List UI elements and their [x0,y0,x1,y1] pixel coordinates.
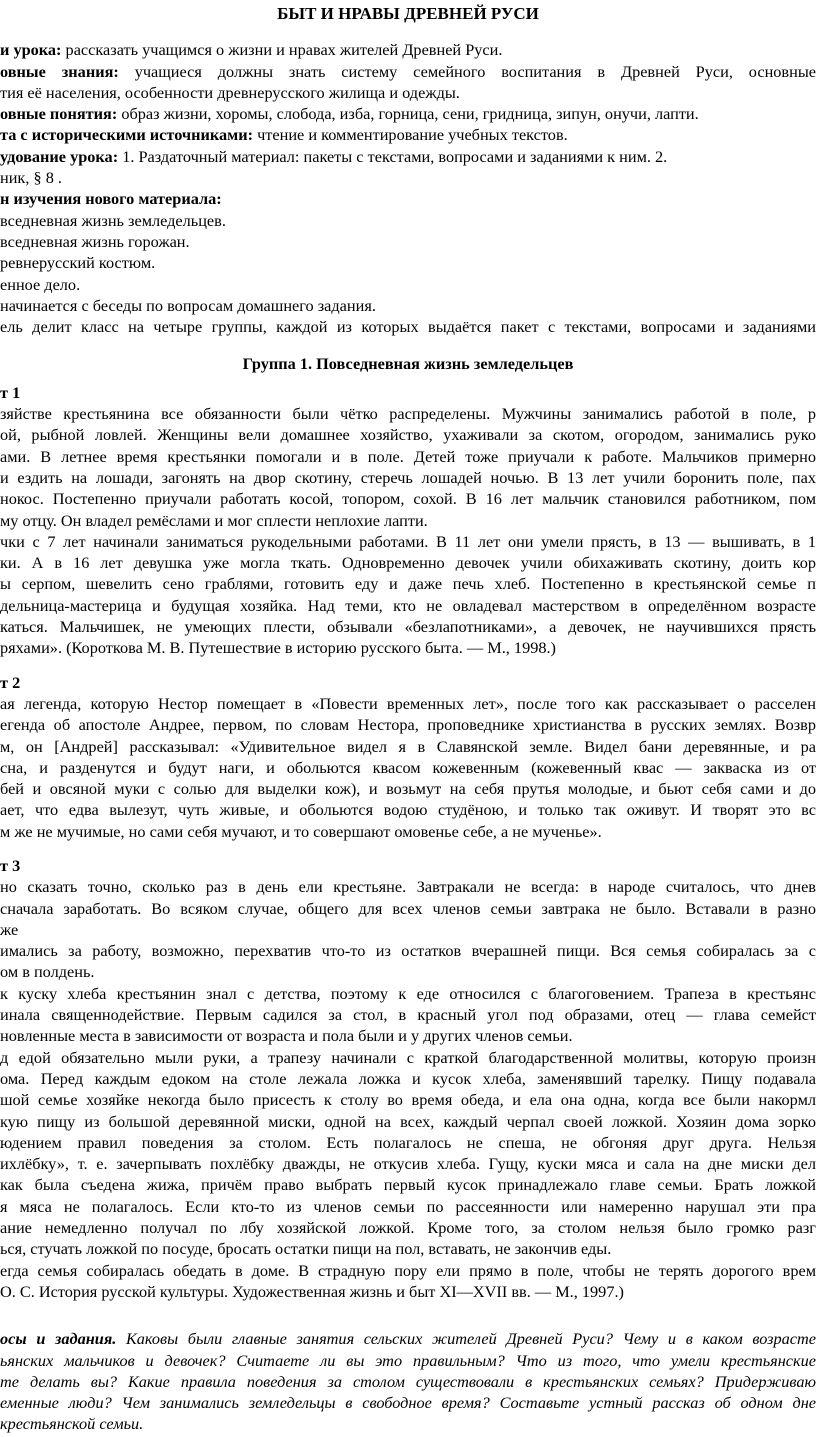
citation-history [0,1281,816,1302]
text-3-heading [0,855,816,876]
text-segment: нокос. Постепенно приучали работать косой, топором, сохой. В 16 лет мальчик становился работником, пом [0,489,816,509]
text-segment: ки. А в 16 лет девушка уже могла ткать. Одновременно девочек учили обихаживать скотину, доить кор [0,553,816,573]
text-line [0,573,816,594]
text-segment: и ездить на лошади, загонять на двор скотину, стеречь лошадей ночью. В 13 лет учили боронить поле, пах [0,467,816,487]
text-line [0,961,816,982]
text-2-heading [0,672,816,693]
text-segment: Каковы были главные занятия сельских жителей Древней Руси? Чему и в каком возрасте [116,1329,816,1349]
text-segment: енное дело. [0,274,81,294]
text-segment: как была съедена жижа, причём право выбрать первый кусок принадлежало главе семьи. Брать ложкой [0,1175,816,1195]
text-line [0,1068,816,1089]
text-segment: инала священнодействие. Первым садился за стол, в красный угол под образами, отец — глава семейст [0,1005,816,1025]
text-line [0,446,816,467]
text-segment: к куску хлеба крестьянин знал с детства, поэтому к еде относился с благоговением. Трапеза в крестьянс [0,983,816,1003]
text-line [0,403,816,424]
text-line [0,1392,816,1413]
text-segment: т 1 [0,382,21,402]
lesson-plan-heading [0,188,816,209]
text-line [0,316,816,337]
text-line [0,167,816,188]
text-segment: начинается с беседы по вопросам домашнего задания. [0,295,376,315]
text-line [0,1111,816,1132]
text-segment: овные понятия: [0,104,118,124]
text-segment: овные знания: [0,61,119,81]
text-segment: тия её населения, особенности древнерусского жилища и одежды. [0,82,460,102]
text-segment: зяйстве крестьянина все обязанности были чётко распределены. Мужчины занимались работой в поле, р [0,404,816,424]
text-line [0,1047,816,1068]
text-line [0,531,816,552]
text-line [0,510,816,531]
text-line [0,1260,816,1281]
text-line [0,1089,816,1110]
text-line [0,693,816,714]
text-segment: удование урока: [0,146,119,166]
text-segment: вседневная жизнь земледельцев. [0,210,226,230]
text-1-heading [0,382,816,403]
text-line [0,799,816,820]
text-line [0,1196,816,1217]
text-segment: н изучения нового материала: [0,189,222,209]
text-line [0,919,816,940]
text-segment: ая легенда, которую Нестор помещает в «Повести временных лет», после того как рассказывает о расселен [0,693,816,713]
text-line [0,424,816,445]
text-segment: ьянских мальчиков и девочек? Считаете ли вы это правильным? Что из того, что умели крестьянские [0,1350,816,1370]
text-segment: еменные люди? Чем занимались земледельцы в свободное время? Составьте устный рассказ об одном дне [0,1393,816,1413]
text-segment: му отцу. Он владел ремёслами и мог сплести неплохие лапти. [0,510,428,530]
text-line [0,940,816,961]
text-line [0,595,816,616]
document-title: БЫТ И НРАВЫ ДРЕВНЕЙ РУСИ [277,4,539,23]
text-line [0,295,816,316]
text-segment: ы серпом, шевелить сено граблями, готовить еду и даже печь хлеб. Постепенно в крестьянской семье п [0,574,816,594]
text-segment: учащиеся должны знать систему семейного воспитания в Древней Руси, основные [118,61,816,81]
text-line [0,898,816,919]
text-segment: ома. Перед каждым едоком на столе лежала ложка и кусок хлеба, заменявший тарелку. Пищу подавала [0,1068,816,1088]
text-line [0,1350,816,1371]
text-line [0,616,816,637]
text-segment: ание немедленно получал по лбу хозяйской ложкой. Кроме того, за столом нельзя было громко разг [0,1218,816,1238]
text-segment: я мяса не полагалось. Если кто-то из членов семьи по рассеянности или намеренно нарушал эти пра [0,1196,816,1216]
text-line [0,1174,816,1195]
text-segment: крестьянской семьи. [0,1414,144,1434]
text-line [0,82,816,103]
text-line [0,1132,816,1153]
text-line [0,757,816,778]
text-line [0,1371,816,1392]
text-segment: ряхами». (Короткова М. В. Путешествие в историю русского быта. — М., 1998.) [0,638,556,658]
text-segment: осы и задания. [0,1329,117,1349]
questions-heading-line [0,1328,816,1349]
text-segment: О. С. История русской культуры. Художественная жизнь и быт XI—XVII вв. — М., 1997.) [0,1281,624,1301]
text-line [0,1004,816,1025]
text-segment: но сказать точно, сколько раз в день ели крестьяне. Завтракали не всегда: в народе считалось, что днев [0,877,816,897]
text-segment: и урока: [0,40,62,60]
text-segment: образ жизни, хоромы, слобода, изба, горница, сени, гридница, зипун, онучи, лапти. [117,104,699,124]
text-segment: ихлёбку», т. е. зачерпывать похлёбку дважды, не откусив хлеба. Гущу, куски мяса и сала на дне миски дел [0,1154,816,1174]
text-segment: д едой обязательно мыли руки, а трапезу начинали с краткой благодарственной молитвы, которую произн [0,1047,816,1067]
text-line [0,1153,816,1174]
lesson-knowledge-line [0,61,816,82]
text-line [0,488,816,509]
text-segment: шой семье хозяйке некогда было присесть к столу во время обеда, и ела она одна, когда все были накормл [0,1090,816,1110]
text-segment: егенда об апостоле Андрее, первом, по словам Нестора, проповеднике христианства в русских землях. Возвр [0,715,816,735]
text-line [0,1025,816,1046]
text-line [0,252,816,273]
text-segment: ает, что едва вылезут, чуть живые, и обольются водою студёною, и только так оживут. И творят это вс [0,800,816,820]
text-segment: каться. Мальчишек, не умеющих плести, обзывали «безлапотниками», а девочек, не научившихся прясть [0,617,816,637]
text-line [0,983,816,1004]
text-line [0,714,816,735]
text-segment: ель делит класс на четыре группы, каждой из которых выдаётся пакет с текстами, вопросами и заданиями [0,317,816,337]
text-segment: сна, и разденутся и будут наги, и обольются квасом кожевенным (кожевенный квас — закваска из от [0,757,816,777]
lesson-sources-line [0,124,816,145]
text-line [0,778,816,799]
text-line [0,1217,816,1238]
text-segment: ник, § 8 . [0,168,62,188]
text-line [0,736,816,757]
text-segment: те делать вы? Какие правила поведения за столом существовали в крестьянских семьях? Придерживаю [0,1371,816,1391]
text-segment: т 2 [0,672,21,692]
text-segment: чки с 7 лет начинали заниматься рукодельными работами. В 11 лет они умели прясть, в 13 — вышивать, в 1 [0,531,816,551]
text-segment: юдением правил поведения за столом. Есть полагалось не спеша, не обгоняя друг друга. Нельзя [0,1132,816,1152]
text-segment: м, он [Андрей] рассказывал: «Удивительное видел я в Славянской земле. Видел бани деревянные, и ра [0,736,816,756]
text-segment: чтение и комментирование учебных текстов. [253,125,568,145]
text-line [0,821,816,842]
text-segment: 1. Раздаточный материал: пакеты с текстами, вопросами и заданиями к ним. 2. [118,146,668,166]
text-segment: новленные места в зависимости от возраста и пола были и у других членов семьи. [0,1026,573,1046]
text-segment: егда семья собиралась обедать в доме. В страдную пору ели прямо в поле, чтобы не терять дорогого врем [0,1260,816,1280]
group-heading [0,353,816,374]
text-segment: та с историческими источниками: [0,125,254,145]
text-segment: рассказать учащимся о жизни и нравах жителей Древней Руси. [61,40,503,60]
text-line [0,274,816,295]
lesson-terms-line [0,103,816,124]
text-segment: ься, стучать ложкой по посуде, бросать остатки пищи на пол, вставать, не закончив еды. [0,1239,612,1259]
text-segment: кую пищу из большой деревянной миски, одной на всех, каждый черпал своей ложкой. Хозяин дома зорко [0,1111,816,1131]
text-line [0,1238,816,1259]
text-segment: имались за работу, возможно, перехватив что-то из остатков вчерашней пищи. Вся семья собиралась за с [0,941,816,961]
text-segment: т 3 [0,855,21,875]
text-line [0,1413,816,1434]
text-segment: м же не мучимые, но сами себя мучают, и то совершают омовенье себе, а не мученье». [0,821,602,841]
text-segment: ой, рыбной ловлей. Женщины вели домашнее хозяйство, ухаживали за скотом, огородом, занимались руко [0,425,816,445]
text-segment: же [0,919,19,939]
text-line [0,552,816,573]
text-line [0,210,816,231]
lesson-equipment-line [0,146,816,167]
text-segment: Группа 1. Повседневная жизнь земледельцев [242,354,574,374]
text-line [0,876,816,897]
text-segment: сначала заработать. Во всяком случае, общего для всех членов семьи завтрака не было. Вставали в разно [0,898,816,918]
text-segment: ревнерусский костюм. [0,253,156,273]
text-segment: бей и овсяной муки с солью для выделки кож), и возьмут на себя прутья молодые, и бьют себя сами и до [0,779,816,799]
citation-korotkova [0,637,816,658]
text-segment: вседневная жизнь горожан. [0,231,190,251]
document-body [0,39,816,1434]
text-line [0,231,816,252]
text-segment: ами. В летнее время крестьянки помогали и в поле. Детей тоже приучали к работе. Мальчиков примерно [0,446,816,466]
text-segment: дельница-мастерица и будущая хозяйка. Над теми, кто не овладевал мастерством в определённом возрасте [0,595,816,615]
lesson-goal-line [0,39,816,60]
text-segment: ом в полдень. [0,962,95,982]
text-line [0,467,816,488]
